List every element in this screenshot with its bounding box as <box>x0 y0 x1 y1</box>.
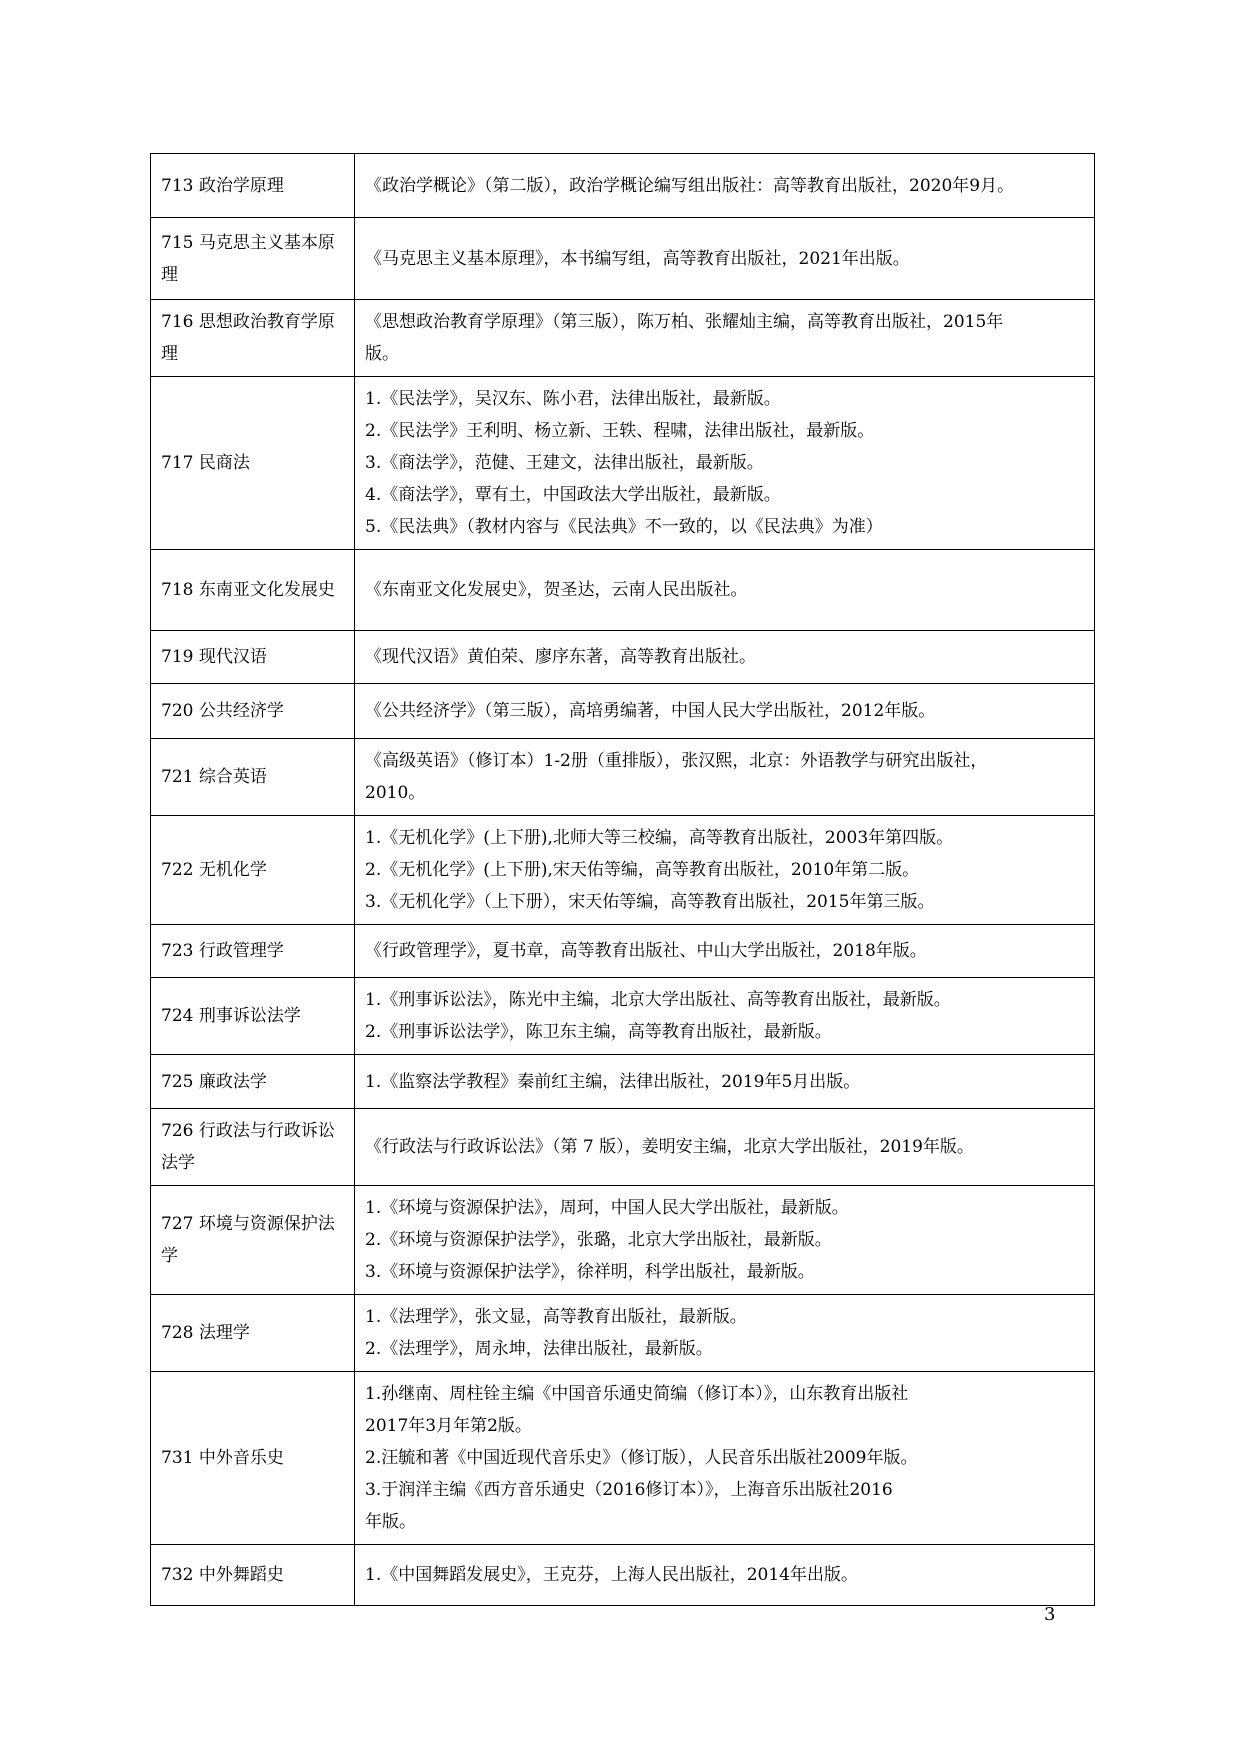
book-line: 1.孙继南、周柱铨主编《中国音乐通史简编（修订本）》，山东教育出版社 <box>365 1384 909 1404</box>
book-line: 《行政法与行政诉讼法》（第 7 版），姜明安主编，北京大学出版社，2019年版。 <box>365 1137 974 1157</box>
books-cell <box>355 684 1095 739</box>
book-line: 1.《民法学》，吴汉东、陈小君，法律出版社，最新版。 <box>365 389 781 409</box>
table-row <box>151 1055 1095 1109</box>
table-body <box>151 154 1095 1606</box>
subject-cell: 721 综合英语 <box>151 739 355 816</box>
books-cell <box>355 1372 1095 1545</box>
book-line: 2.《法理学》，周永坤，法律出版社，最新版。 <box>365 1339 713 1359</box>
book-line: 年版。 <box>365 1512 416 1532</box>
reference-books-table <box>150 153 1095 1606</box>
book-line: 1.《无机化学》(上下册),北师大等三校编，高等教育出版社，2003年第四版。 <box>365 828 954 848</box>
subject-cell: 727 环境与资源保护法学 <box>151 1186 355 1295</box>
subject-cell: 728 法理学 <box>151 1295 355 1372</box>
book-line: 5.《民法典》（教材内容与《民法典》不一致的，以《民法典》为准） <box>365 517 883 537</box>
books-cell <box>355 978 1095 1055</box>
books-cell <box>355 154 1095 218</box>
table-row <box>151 978 1095 1055</box>
book-line: 2.《环境与资源保护法学》，张璐，北京大学出版社，最新版。 <box>365 1230 832 1250</box>
book-line: 2.《民法学》王利明、杨立新、王轶、程啸，法律出版社，最新版。 <box>365 421 875 441</box>
book-line: 《思想政治教育学原理》（第三版），陈万柏、张耀灿主编，高等教育出版社，2015年 <box>365 312 1004 332</box>
book-line: 4.《商法学》，覃有土，中国政法大学出版社，最新版。 <box>365 485 781 505</box>
book-line: 2.《刑事诉讼法学》，陈卫东主编，高等教育出版社，最新版。 <box>365 1022 832 1042</box>
books-cell <box>355 218 1095 300</box>
book-line: 2.汪毓和著《中国近现代音乐史》（修订版），人民音乐出版社2009年版。 <box>365 1448 918 1468</box>
book-line: 《高级英语》（修订本）1-2册（重排版），张汉熙，北京：外语教学与研究出版社， <box>365 751 988 771</box>
subject-cell: 722 无机化学 <box>151 816 355 925</box>
table-row <box>151 550 1095 631</box>
book-line: 《东南亚文化发展史》，贺圣达，云南人民出版社。 <box>365 580 748 600</box>
book-line: 3.《环境与资源保护法学》，徐祥明，科学出版社，最新版。 <box>365 1262 815 1282</box>
table-row <box>151 154 1095 218</box>
books-cell <box>355 1295 1095 1372</box>
book-line: 3.于润洋主编《西方音乐通史（2016修订本）》，上海音乐出版社2016 <box>365 1480 893 1500</box>
books-cell <box>355 739 1095 816</box>
books-cell <box>355 631 1095 684</box>
book-line: 1.《环境与资源保护法》，周珂，中国人民大学出版社，最新版。 <box>365 1198 849 1218</box>
subject-cell: 724 刑事诉讼法学 <box>151 978 355 1055</box>
book-line: 版。 <box>365 344 399 364</box>
subject-cell: 723 行政管理学 <box>151 925 355 978</box>
books-cell <box>355 1545 1095 1606</box>
subject-cell: 719 现代汉语 <box>151 631 355 684</box>
subject-cell: 732 中外舞蹈史 <box>151 1545 355 1606</box>
subject-cell: 726 行政法与行政诉讼法学 <box>151 1109 355 1186</box>
page-number: 3 <box>1044 1604 1056 1625</box>
table-row <box>151 1186 1095 1295</box>
books-cell <box>355 925 1095 978</box>
book-line: 《现代汉语》黄伯荣、廖序东著，高等教育出版社。 <box>365 647 756 667</box>
book-line: 2010。 <box>365 783 426 803</box>
table-row <box>151 684 1095 739</box>
books-cell <box>355 816 1095 925</box>
books-cell <box>355 1109 1095 1186</box>
subject-cell: 717 民商法 <box>151 377 355 550</box>
book-line: 《行政管理学》，夏书章，高等教育出版社、中山大学出版社，2018年版。 <box>365 941 927 961</box>
book-line: 《公共经济学》（第三版），高培勇编著，中国人民大学出版社，2012年版。 <box>365 701 936 721</box>
table-row <box>151 218 1095 300</box>
table-row <box>151 300 1095 377</box>
book-line: 1.《刑事诉讼法》，陈光中主编，北京大学出版社、高等教育出版社，最新版。 <box>365 990 951 1010</box>
table-row <box>151 816 1095 925</box>
subject-cell: 716 思想政治教育学原理 <box>151 300 355 377</box>
book-line: 1.《监察法学教程》秦前红主编，法律出版社，2019年5月出版。 <box>365 1071 861 1092</box>
table-row <box>151 1109 1095 1186</box>
subject-cell: 725 廉政法学 <box>151 1055 355 1109</box>
book-line: 1.《中国舞蹈发展史》，王克芬，上海人民出版社，2014年出版。 <box>365 1565 858 1585</box>
subject-cell: 720 公共经济学 <box>151 684 355 739</box>
subject-cell: 718 东南亚文化发展史 <box>151 550 355 631</box>
book-line: 2.《无机化学》(上下册),宋天佑等编，高等教育出版社，2010年第二版。 <box>365 860 920 880</box>
table-row <box>151 1372 1095 1545</box>
books-cell <box>355 550 1095 631</box>
book-line: 《马克思主义基本原理》，本书编写组，高等教育出版社，2021年出版。 <box>365 248 910 269</box>
table-row <box>151 925 1095 978</box>
table-row <box>151 739 1095 816</box>
subject-cell: 715 马克思主义基本原理 <box>151 218 355 300</box>
table-row <box>151 1295 1095 1372</box>
book-line: 3.《无机化学》（上下册），宋天佑等编，高等教育出版社，2015年第三版。 <box>365 892 935 912</box>
book-line: 2017年3月年第2版。 <box>365 1416 532 1436</box>
table-row <box>151 377 1095 550</box>
book-line: 1.《法理学》，张文显，高等教育出版社，最新版。 <box>365 1307 747 1327</box>
table-row <box>151 1545 1095 1606</box>
books-cell <box>355 1055 1095 1109</box>
subject-cell: 731 中外音乐史 <box>151 1372 355 1545</box>
books-cell <box>355 1186 1095 1295</box>
books-cell <box>355 377 1095 550</box>
table-row <box>151 631 1095 684</box>
book-line: 3.《商法学》，范健、王建文，法律出版社，最新版。 <box>365 453 764 473</box>
subject-cell: 713 政治学原理 <box>151 154 355 218</box>
book-line: 《政治学概论》（第二版），政治学概论编写组出版社：高等教育出版社，2020年9月。 <box>365 175 1015 196</box>
books-cell <box>355 300 1095 377</box>
